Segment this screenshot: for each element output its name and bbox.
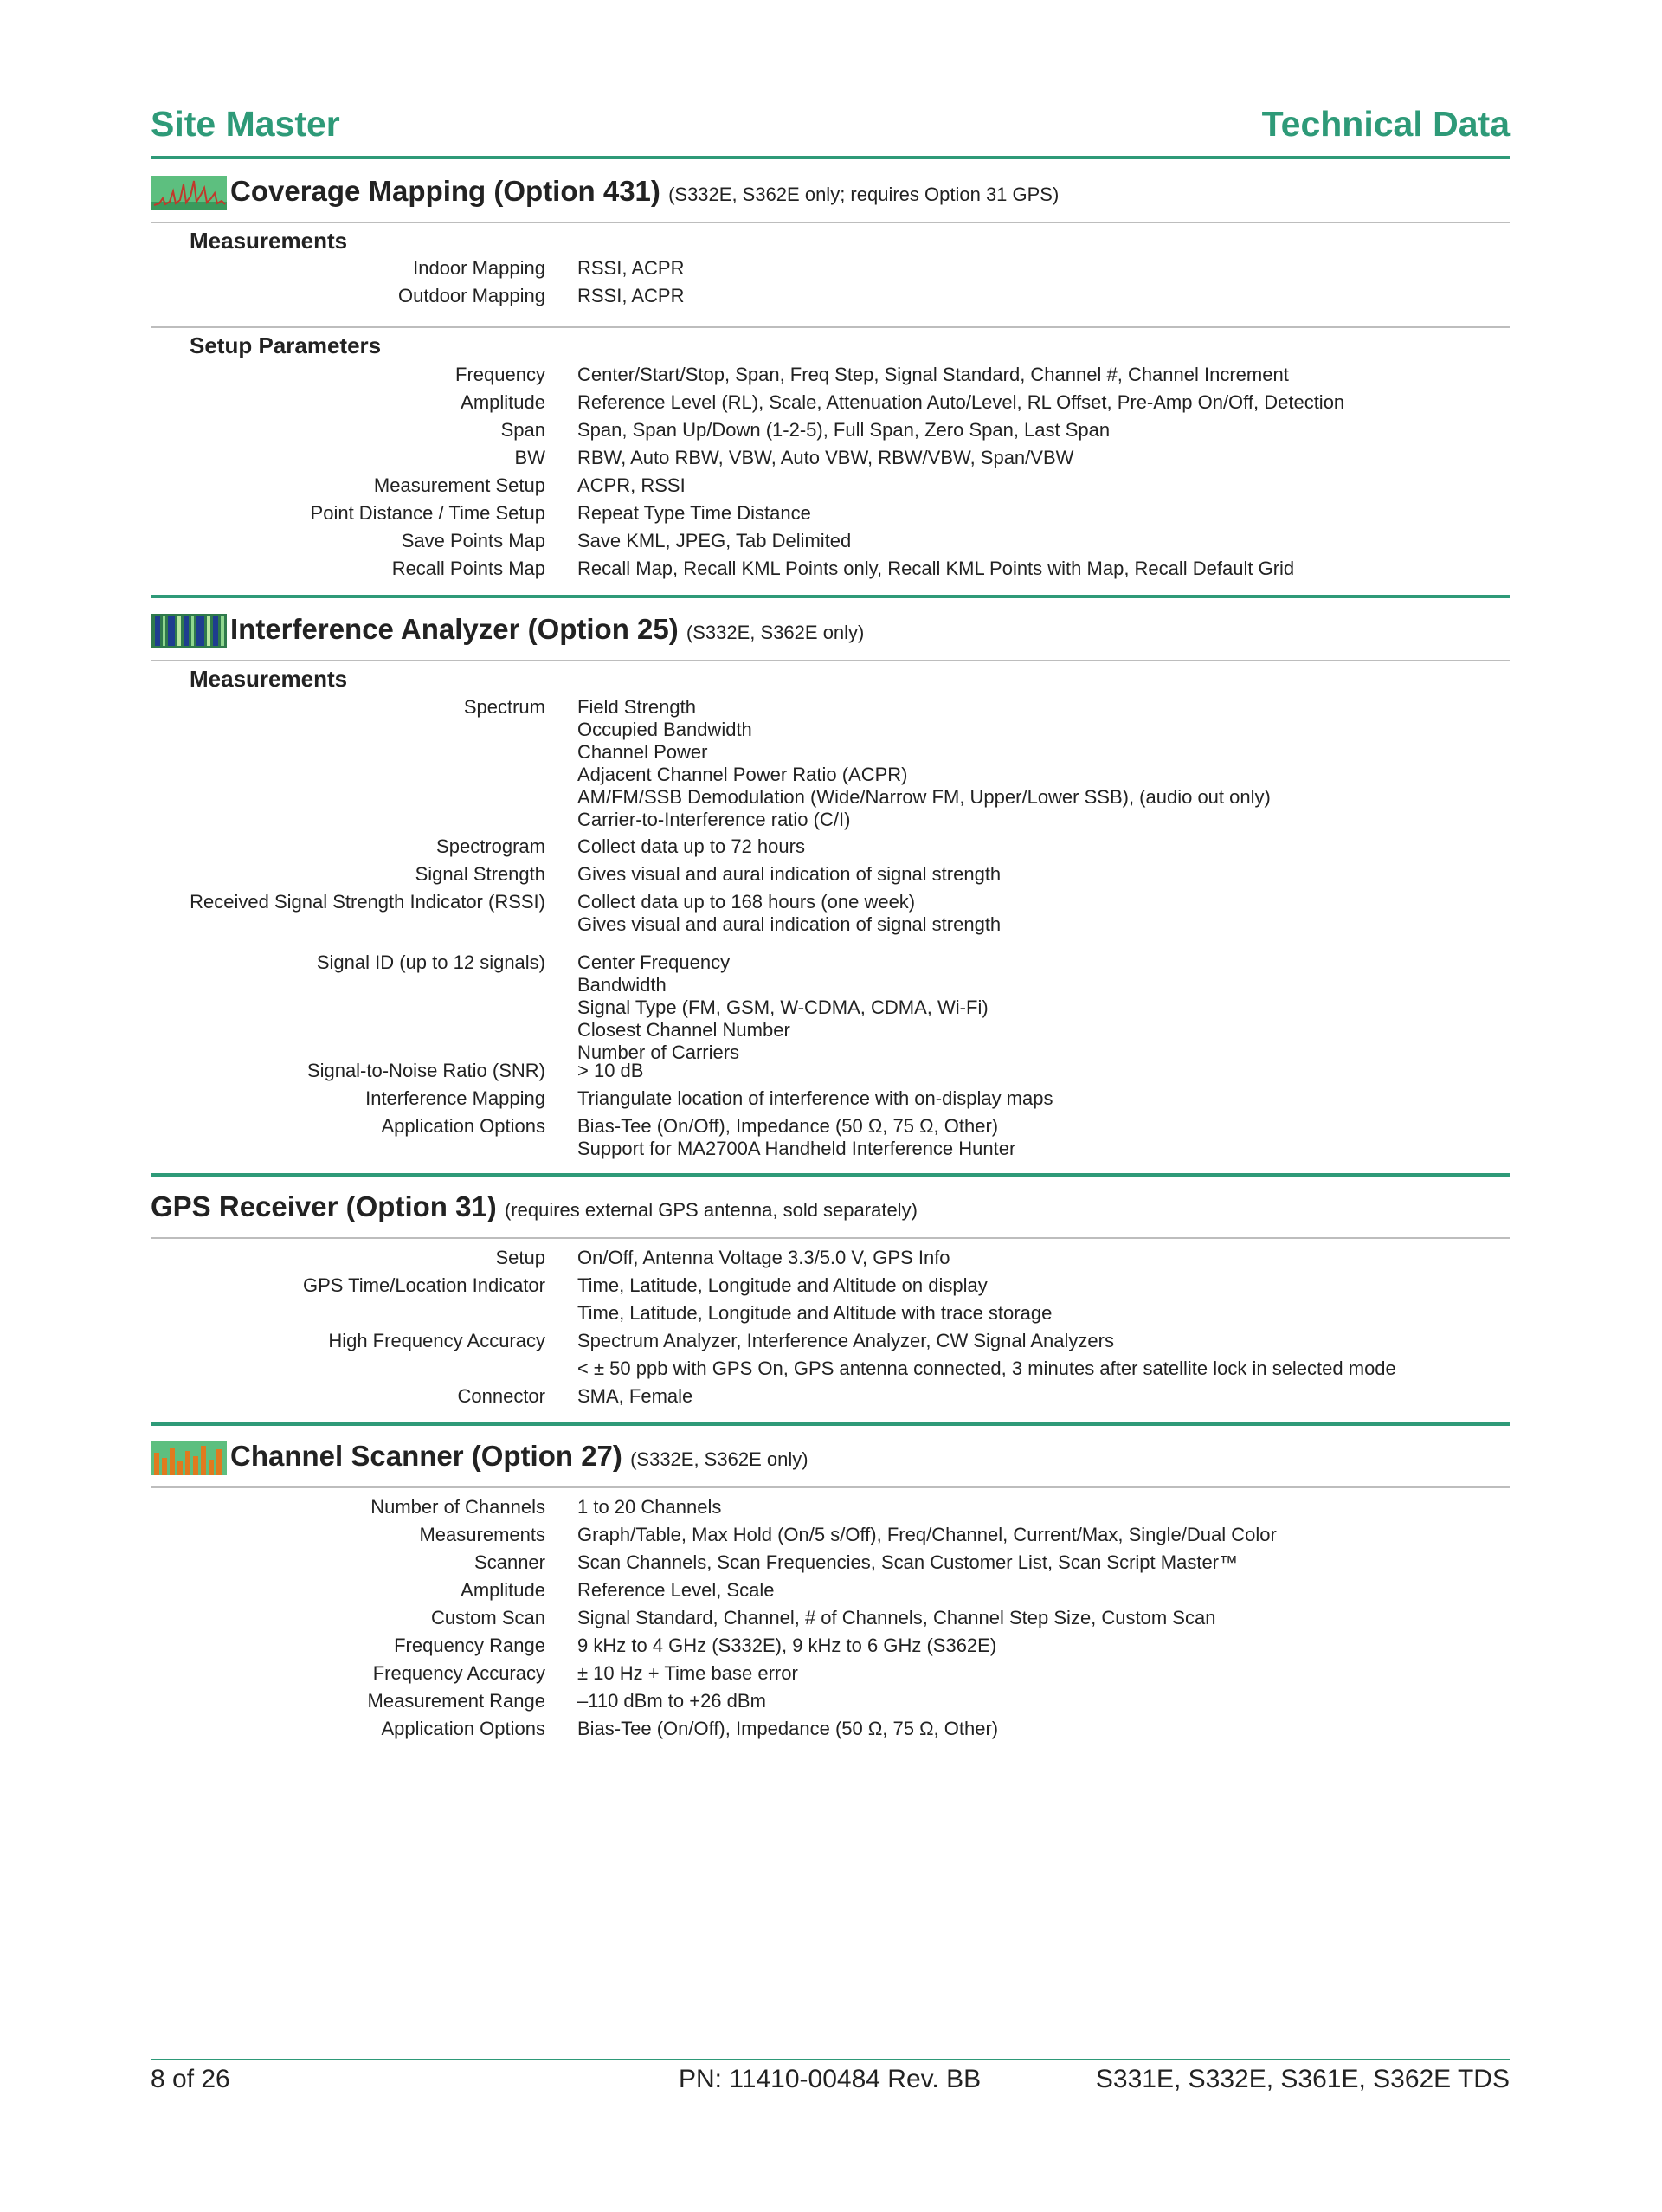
spec-values <box>577 419 1510 442</box>
spec-values <box>577 1115 1510 1160</box>
spec-label: Connector <box>457 1385 545 1407</box>
spec-value: < ± 50 ppb with GPS On, GPS antenna connected, 3 minutes after satellite lock in selected mode <box>577 1358 1396 1379</box>
gps-title-text: GPS Receiver (Option 31) <box>151 1190 497 1222</box>
spec-values <box>577 1662 1510 1685</box>
spec-values <box>577 835 1510 858</box>
spec-value: Reference Level (RL), Scale, Attenuation Auto/Level, RL Offset, Pre-Amp On/Off, Detection <box>577 391 1345 413</box>
spec-value: Span, Span Up/Down (1-2-5), Full Span, Zero Span, Last Span <box>577 419 1111 441</box>
spec-label: Signal ID (up to 12 signals) <box>316 951 545 973</box>
spec-label: Frequency Accuracy <box>372 1662 545 1684</box>
spec-value: RBW, Auto RBW, VBW, Auto VBW, RBW/VBW, Span/VBW <box>577 447 1074 468</box>
coverage-end-rule <box>151 595 1510 598</box>
spec-values <box>577 1690 1510 1712</box>
spec-value: Gives visual and aural indication of signal strength <box>577 913 1002 935</box>
spec-values <box>577 1635 1510 1657</box>
spec-values <box>577 285 1510 307</box>
spec-value: Center/Start/Stop, Span, Freq Step, Signal Standard, Channel #, Channel Increment <box>577 364 1289 385</box>
spec-value: RSSI, ACPR <box>577 257 685 279</box>
spec-value: Occupied Bandwidth <box>577 719 752 740</box>
spec-value: 1 to 20 Channels <box>577 1496 722 1518</box>
spec-values <box>577 364 1510 386</box>
coverage-note: (S332E, S362E only; requires Option 31 GPS) <box>668 184 1060 205</box>
spec-value: On/Off, Antenna Voltage 3.3/5.0 V, GPS Info <box>577 1247 950 1268</box>
spec-label: Setup <box>495 1247 545 1268</box>
spec-values <box>577 1496 1510 1519</box>
page-header <box>151 102 1510 145</box>
spec-label: Scanner <box>474 1551 545 1573</box>
spec-value: Triangulate location of interference with on-display maps <box>577 1087 1053 1109</box>
spec-label: Received Signal Strength Indicator (RSSI) <box>190 891 545 913</box>
spectrogram-icon <box>151 614 227 648</box>
footer-part-number: PN: 11410-00484 Rev. BB <box>679 2065 982 2093</box>
spec-values <box>577 1274 1510 1297</box>
spec-values <box>577 558 1510 580</box>
spec-values <box>577 1302 1510 1325</box>
spec-value: Channel Power <box>577 741 708 763</box>
footer-page-number: 8 of 26 <box>151 2065 230 2093</box>
gps-end-rule <box>151 1422 1510 1426</box>
spec-values <box>577 891 1510 936</box>
spec-label: Amplitude <box>461 391 545 413</box>
spec-value: –110 dBm to +26 dBm <box>577 1690 766 1712</box>
spec-value: Carrier-to-Interference ratio (C/I) <box>577 809 851 830</box>
spec-label: Span <box>500 419 545 441</box>
spec-label: Spectrogram <box>436 835 545 857</box>
coverage-setup-heading: Setup Parameters <box>190 332 382 358</box>
spec-values <box>577 1607 1510 1629</box>
spec-values <box>577 863 1510 886</box>
spec-label: Measurements <box>419 1524 545 1545</box>
spec-value: Signal Type (FM, GSM, W-CDMA, CDMA, Wi-Fi) <box>577 996 989 1018</box>
spec-values <box>577 1060 1510 1082</box>
spec-value: Gives visual and aural indication of signal strength <box>577 863 1002 885</box>
spec-value: Signal Standard, Channel, # of Channels, Channel Step Size, Custom Scan <box>577 1607 1216 1628</box>
spec-label: Point Distance / Time Setup <box>310 502 545 524</box>
spec-value: SMA, Female <box>577 1385 693 1407</box>
interference-title-text: Interference Analyzer (Option 25) <box>230 613 679 645</box>
spec-value: AM/FM/SSB Demodulation (Wide/Narrow FM, Upper/Lower SSB), (audio out only) <box>577 786 1271 808</box>
spec-value: Closest Channel Number <box>577 1019 790 1041</box>
spec-values <box>577 1579 1510 1602</box>
spec-value: Collect data up to 72 hours <box>577 835 805 857</box>
spec-values <box>577 257 1510 280</box>
spec-label: Application Options <box>381 1718 545 1739</box>
spec-value: Bias-Tee (On/Off), Impedance (50 Ω, 75 Ω, Other) <box>577 1718 999 1739</box>
spec-values <box>577 502 1510 525</box>
spec-values <box>577 1551 1510 1574</box>
spec-values <box>577 447 1510 469</box>
coverage-rule <box>151 222 1510 223</box>
header-rule <box>151 156 1510 159</box>
spec-label: Measurement Range <box>367 1690 545 1712</box>
coverage-title-text: Coverage Mapping (Option 431) <box>230 175 660 207</box>
spec-value: Number of Carriers <box>577 1042 740 1063</box>
spec-label: Number of Channels <box>370 1496 545 1518</box>
spec-label: High Frequency Accuracy <box>328 1330 545 1351</box>
spec-value: Time, Latitude, Longitude and Altitude with trace storage <box>577 1302 1053 1324</box>
spec-values <box>577 530 1510 552</box>
spec-value: Graph/Table, Max Hold (On/5 s/Off), Freq/Channel, Current/Max, Single/Dual Color <box>577 1524 1277 1545</box>
spec-values <box>577 951 1510 1064</box>
gps-note: (requires external GPS antenna, sold separately) <box>504 1199 918 1221</box>
spec-label: Recall Points Map <box>391 558 545 579</box>
spec-values <box>577 391 1510 414</box>
spec-label: Signal-to-Noise Ratio (SNR) <box>306 1060 545 1081</box>
spec-label: Outdoor Mapping <box>398 285 545 306</box>
scanner-note: (S332E, S362E only) <box>630 1448 808 1470</box>
spec-value: Collect data up to 168 hours (one week) <box>577 891 916 913</box>
spec-values <box>577 1718 1510 1740</box>
spec-value: Bandwidth <box>577 974 667 996</box>
spec-label: Custom Scan <box>430 1607 545 1628</box>
spec-values <box>577 474 1510 497</box>
spec-value: Reference Level, Scale <box>577 1579 775 1601</box>
header-doc-type: Technical Data <box>1261 104 1510 144</box>
spec-value: Spectrum Analyzer, Interference Analyzer, CW Signal Analyzers <box>577 1330 1114 1351</box>
spec-label: Spectrum <box>463 696 545 718</box>
spec-label: GPS Time/Location Indicator <box>302 1274 545 1296</box>
spec-value: Recall Map, Recall KML Points only, Recall KML Points with Map, Recall Default Grid <box>577 558 1295 579</box>
spec-value: Bias-Tee (On/Off), Impedance (50 Ω, 75 Ω, Other) <box>577 1115 999 1137</box>
gps-rule <box>151 1237 1510 1239</box>
spec-label: Application Options <box>381 1115 545 1137</box>
spec-value: Center Frequency <box>577 951 731 973</box>
spec-values <box>577 1330 1510 1352</box>
spec-values <box>577 1247 1510 1269</box>
spec-label: BW <box>514 447 545 468</box>
spec-label: Interference Mapping <box>365 1087 545 1109</box>
spec-value: RSSI, ACPR <box>577 285 685 306</box>
spec-values <box>577 1358 1510 1380</box>
header-product: Site Master <box>151 104 340 144</box>
spec-values <box>577 1524 1510 1546</box>
spec-value: ACPR, RSSI <box>577 474 686 496</box>
spec-values <box>577 1385 1510 1408</box>
interference-measurements-heading: Measurements <box>190 666 348 692</box>
coverage-measurements-heading: Measurements <box>190 228 348 254</box>
spec-value: Time, Latitude, Longitude and Altitude on display <box>577 1274 988 1296</box>
footer-rule <box>151 2059 1510 2060</box>
spec-label: Measurement Setup <box>373 474 545 496</box>
scanner-rule <box>151 1486 1510 1488</box>
spec-label: Indoor Mapping <box>413 257 545 279</box>
scanner-title-text: Channel Scanner (Option 27) <box>230 1440 622 1472</box>
spec-value: ± 10 Hz + Time base error <box>577 1662 798 1684</box>
spec-value: Adjacent Channel Power Ratio (ACPR) <box>577 764 908 785</box>
spec-value: 9 kHz to 4 GHz (S332E), 9 kHz to 6 GHz (S362E) <box>577 1635 997 1656</box>
spec-label: Frequency <box>455 364 545 385</box>
spec-value: Repeat Type Time Distance <box>577 502 811 524</box>
spec-value: Support for MA2700A Handheld Interference Hunter <box>577 1138 1016 1159</box>
coverage-mid-rule <box>151 326 1510 328</box>
spec-label: Frequency Range <box>394 1635 545 1656</box>
footer-doc-id: S331E, S332E, S361E, S362E TDS <box>1095 2065 1510 2093</box>
interference-rule <box>151 660 1510 661</box>
spec-value: > 10 dB <box>577 1060 644 1081</box>
spec-value: Scan Channels, Scan Frequencies, Scan Customer List, Scan Script Master™ <box>577 1551 1239 1573</box>
interference-end-rule <box>151 1173 1510 1177</box>
spec-values <box>577 1087 1510 1110</box>
spec-values <box>577 696 1510 831</box>
spec-label: Amplitude <box>461 1579 545 1601</box>
spec-value: Save KML, JPEG, Tab Delimited <box>577 530 852 551</box>
spec-label: Signal Strength <box>415 863 545 885</box>
interference-note: (S332E, S362E only) <box>686 622 865 643</box>
spec-label: Save Points Map <box>401 530 545 551</box>
spec-value: Field Strength <box>577 696 696 718</box>
channel-bars-icon <box>151 1441 227 1475</box>
spectrum-peaks-icon <box>151 176 227 210</box>
